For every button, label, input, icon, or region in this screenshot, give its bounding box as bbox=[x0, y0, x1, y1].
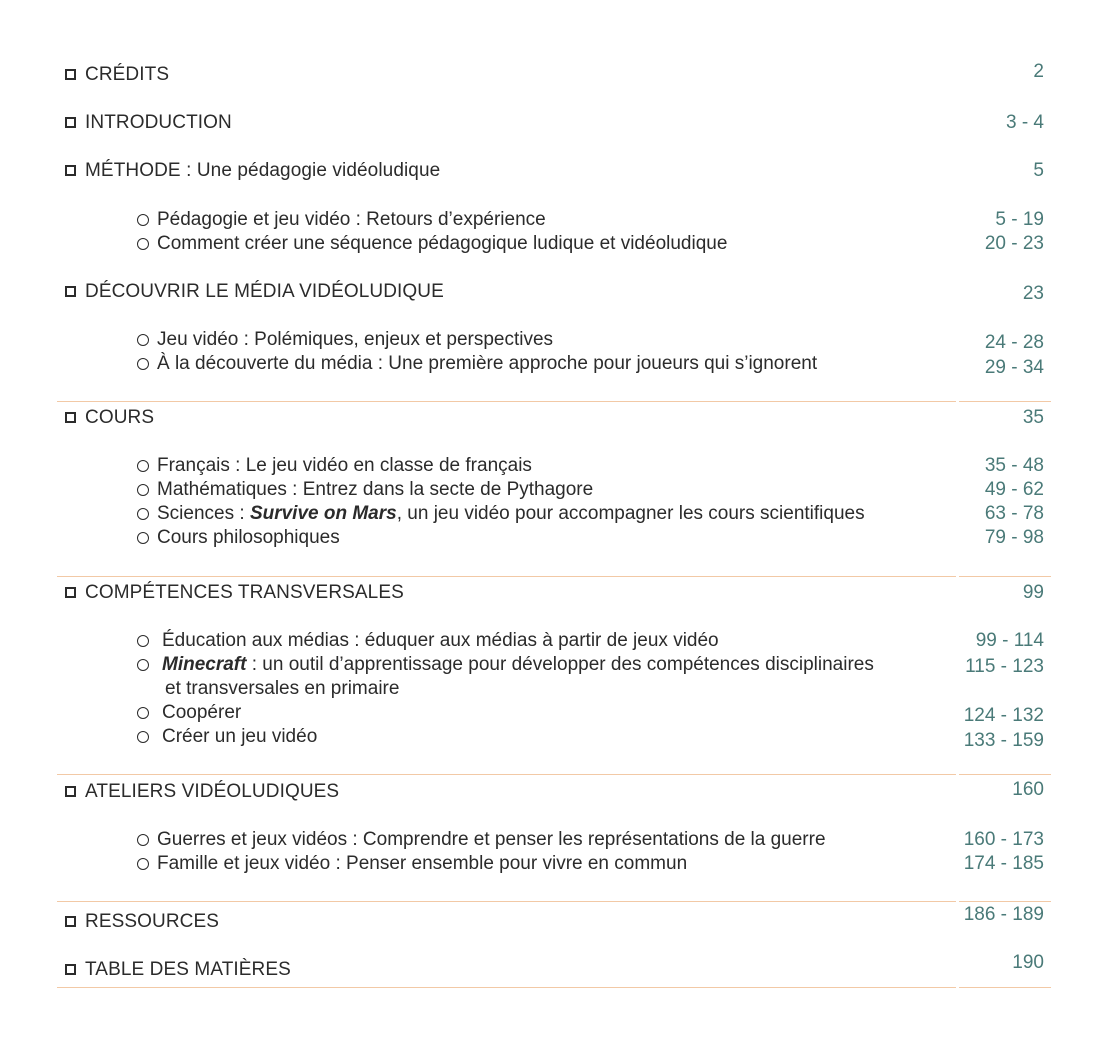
toc-entry-table-des-matieres[interactable] bbox=[0, 952, 1115, 982]
circle-bullet-icon bbox=[137, 238, 149, 250]
toc-subentry[interactable] bbox=[0, 328, 1115, 352]
circle-bullet-icon bbox=[137, 358, 149, 370]
toc-subentry-pages: 35 - 48 bbox=[984, 455, 1044, 476]
circle-bullet-icon bbox=[137, 731, 149, 743]
toc-subentry-title-line2: et transversales en primaire bbox=[165, 678, 400, 699]
toc-subentry-pages: 29 - 34 bbox=[984, 357, 1044, 378]
toc-entry-pages: 160 bbox=[1012, 779, 1044, 800]
toc-subentry[interactable] bbox=[0, 828, 1115, 852]
toc-entry-pages: 2 bbox=[1033, 61, 1044, 82]
toc-subentry-title bbox=[162, 653, 874, 677]
toc-subentry-pages: 20 - 23 bbox=[984, 233, 1044, 254]
toc-entry-decouvrir[interactable] bbox=[0, 280, 1115, 304]
toc-entry-title: COMPÉTENCES TRANSVERSALES bbox=[85, 582, 404, 603]
toc-entry-title: MÉTHODE : Une pédagogie vidéoludique bbox=[85, 160, 441, 181]
toc-subentry[interactable] bbox=[0, 852, 1115, 876]
title-suffix: : un outil d’apprentissage pour développer des compétences disciplinaires bbox=[246, 654, 874, 675]
toc-subentry-title: Famille et jeux vidéo : Penser ensemble pour vivre en commun bbox=[157, 853, 688, 874]
circle-bullet-icon bbox=[137, 508, 149, 520]
toc-subentry-title: Guerres et jeux vidéos : Comprendre et penser les représentations de la guerre bbox=[157, 829, 826, 850]
checkbox-square-icon bbox=[65, 286, 76, 297]
toc-subentry-pages: 79 - 98 bbox=[984, 527, 1044, 548]
toc-entry-pages: 5 bbox=[1033, 160, 1044, 181]
toc-entry-pages: 186 - 189 bbox=[963, 904, 1044, 925]
toc-entry-pages: 23 bbox=[1022, 283, 1044, 304]
checkbox-square-icon bbox=[65, 412, 76, 423]
toc-entry-pages: 99 bbox=[1022, 582, 1044, 603]
circle-bullet-icon bbox=[137, 460, 149, 472]
toc-subentry-pages: 160 - 173 bbox=[963, 829, 1044, 850]
toc-entry-title: RESSOURCES bbox=[85, 911, 220, 932]
toc-subentry-pages: 99 - 114 bbox=[975, 630, 1044, 651]
toc-entry-title: COURS bbox=[85, 407, 155, 428]
toc-subentry[interactable] bbox=[0, 208, 1115, 232]
toc-entry-methode[interactable] bbox=[0, 159, 1115, 183]
checkbox-square-icon bbox=[65, 165, 76, 176]
toc-subentry-title: Français : Le jeu vidéo en classe de français bbox=[157, 455, 532, 476]
toc-entry-title: DÉCOUVRIR LE MÉDIA VIDÉOLUDIQUE bbox=[85, 281, 444, 302]
toc-subentry-title: Pédagogie et jeu vidéo : Retours d’expérience bbox=[157, 209, 546, 230]
toc-subentry-pages: 49 - 62 bbox=[984, 479, 1044, 500]
toc-subentry-pages: 63 - 78 bbox=[984, 503, 1044, 524]
circle-bullet-icon bbox=[137, 659, 149, 671]
toc-subentry[interactable] bbox=[0, 478, 1115, 502]
toc-subentry-title: Éducation aux médias : éduquer aux médias à partir de jeux vidéo bbox=[162, 630, 719, 651]
toc-subentry-pages: 24 - 28 bbox=[984, 332, 1044, 353]
toc-subentry[interactable] bbox=[0, 725, 1115, 749]
toc-subentry[interactable] bbox=[0, 526, 1115, 550]
toc-entry-competences[interactable] bbox=[0, 581, 1115, 605]
title-game-name: Minecraft bbox=[162, 654, 247, 675]
toc-subentry-pages: 5 - 19 bbox=[995, 209, 1044, 230]
toc-entry-pages: 35 bbox=[1022, 407, 1044, 428]
toc-entry-pages: 190 bbox=[1012, 952, 1044, 973]
toc-subentry-title: Comment créer une séquence pédagogique ludique et vidéoludique bbox=[157, 233, 728, 254]
circle-bullet-icon bbox=[137, 532, 149, 544]
section-divider bbox=[57, 901, 1051, 902]
circle-bullet-icon bbox=[137, 707, 149, 719]
title-suffix: , un jeu vidéo pour accompagner les cours scientifiques bbox=[396, 503, 865, 524]
section-divider bbox=[57, 401, 1051, 402]
toc-entry-introduction[interactable] bbox=[0, 111, 1115, 135]
toc-entry-ateliers[interactable] bbox=[0, 780, 1115, 804]
toc-entry-ressources[interactable] bbox=[0, 904, 1115, 934]
checkbox-square-icon bbox=[65, 916, 76, 927]
toc-subentry-title: Créer un jeu vidéo bbox=[162, 726, 318, 747]
toc-subentry-pages: 124 - 132 bbox=[963, 705, 1044, 726]
checkbox-square-icon bbox=[65, 587, 76, 598]
circle-bullet-icon bbox=[137, 484, 149, 496]
toc-entry-title: TABLE DES MATIÈRES bbox=[85, 959, 291, 980]
toc-subentry-title: Mathématiques : Entrez dans la secte de Pythagore bbox=[157, 479, 594, 500]
title-game-name: Survive on Mars bbox=[249, 503, 397, 524]
circle-bullet-icon bbox=[137, 334, 149, 346]
circle-bullet-icon bbox=[137, 214, 149, 226]
toc-entry-cours[interactable] bbox=[0, 406, 1115, 430]
toc-subentry[interactable] bbox=[0, 454, 1115, 478]
toc-subentry-title: À la découverte du média : Une première approche pour joueurs qui s’ignorent bbox=[157, 353, 818, 374]
toc-entry-credits[interactable] bbox=[0, 63, 1115, 87]
toc-entry-title: INTRODUCTION bbox=[85, 112, 232, 133]
circle-bullet-icon bbox=[137, 834, 149, 846]
circle-bullet-icon bbox=[137, 635, 149, 647]
toc-entry-pages: 3 - 4 bbox=[1005, 112, 1044, 133]
toc-subentry[interactable] bbox=[0, 232, 1115, 256]
toc-subentry[interactable] bbox=[0, 653, 1115, 701]
circle-bullet-icon bbox=[137, 858, 149, 870]
toc-subentry-title bbox=[157, 502, 865, 526]
checkbox-square-icon bbox=[65, 117, 76, 128]
toc-subentry[interactable] bbox=[0, 629, 1115, 653]
toc-subentry[interactable] bbox=[0, 352, 1115, 376]
toc-subentry[interactable] bbox=[0, 502, 1115, 526]
toc-subentry-title: Jeu vidéo : Polémiques, enjeux et perspectives bbox=[157, 329, 554, 350]
title-prefix: Sciences : bbox=[157, 503, 250, 524]
checkbox-square-icon bbox=[65, 964, 76, 975]
section-divider bbox=[57, 987, 1051, 988]
toc-subentry[interactable] bbox=[0, 701, 1115, 725]
section-divider bbox=[57, 576, 1051, 577]
toc-entry-title: ATELIERS VIDÉOLUDIQUES bbox=[85, 781, 340, 802]
toc-subentry-pages: 174 - 185 bbox=[963, 853, 1044, 874]
toc-entry-title: CRÉDITS bbox=[85, 64, 170, 85]
checkbox-square-icon bbox=[65, 69, 76, 80]
toc-subentry-title: Coopérer bbox=[162, 702, 242, 723]
toc-subentry-pages: 115 - 123 bbox=[965, 656, 1044, 677]
section-divider bbox=[57, 774, 1051, 775]
toc-subentry-pages: 133 - 159 bbox=[963, 730, 1044, 751]
checkbox-square-icon bbox=[65, 786, 76, 797]
toc-subentry-title: Cours philosophiques bbox=[157, 527, 340, 548]
